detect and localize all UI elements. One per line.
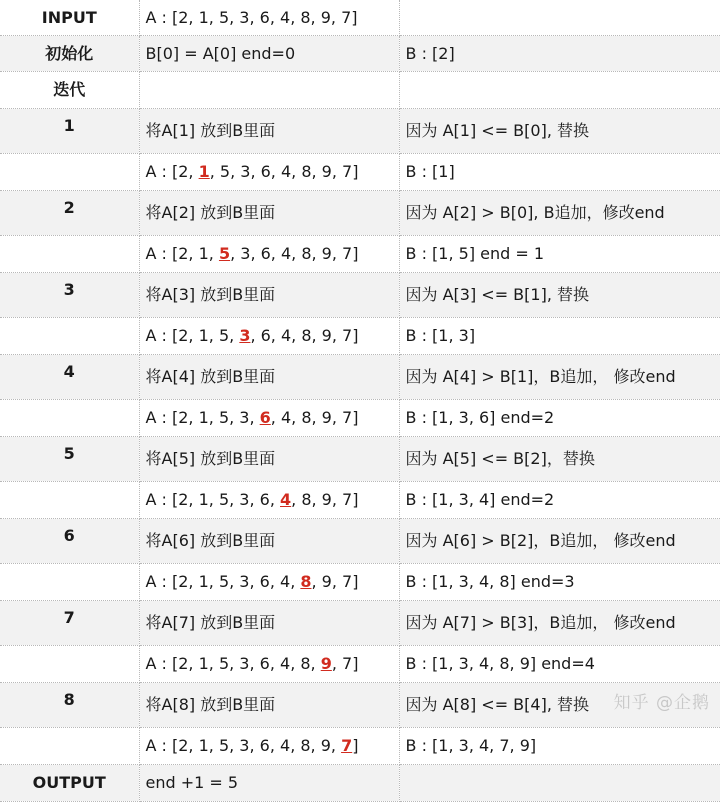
step-reason: 因为 A[5] <= B[2]，替换: [399, 437, 720, 482]
step-action: 将A[5] 放到B里面: [139, 437, 399, 482]
current-element-highlight: 8: [300, 572, 312, 591]
array-a-state: A : [2, 1, 5, 3, 6, 4, 8, 9, 7]: [139, 318, 399, 355]
step-reason: 因为 A[7] > B[3]，B追加， 修改end: [399, 601, 720, 646]
step-action-row: [0, 273, 720, 318]
step-action-row: [0, 437, 720, 482]
empty-cell: [0, 236, 139, 273]
step-number: 2: [0, 191, 139, 236]
array-a-state: A : [2, 1, 5, 3, 6, 4, 8, 9, 7]: [139, 564, 399, 601]
step-reason: 因为 A[6] > B[2]，B追加， 修改end: [399, 519, 720, 564]
array-a-state: A : [2, 1, 5, 3, 6, 4, 8, 9, 7]: [139, 400, 399, 437]
step-action: 将A[7] 放到B里面: [139, 601, 399, 646]
array-b-state: B : [1, 3, 6] end=2: [399, 400, 720, 437]
empty-cell: [399, 0, 720, 36]
watermark: 知乎 @企鹅: [613, 693, 710, 713]
step-state-row: [0, 728, 720, 765]
empty-cell: [0, 154, 139, 191]
step-action: 将A[4] 放到B里面: [139, 355, 399, 400]
step-state-row: [0, 318, 720, 355]
array-b-state: B : [1, 3, 4, 8] end=3: [399, 564, 720, 601]
empty-cell: [0, 728, 139, 765]
step-action-row: [0, 191, 720, 236]
output-value: end +1 = 5: [139, 765, 399, 802]
step-action: 将A[8] 放到B里面: [139, 683, 399, 728]
init-statement: B[0] = A[0] end=0: [139, 36, 399, 72]
array-a-state: A : [2, 1, 5, 3, 6, 4, 8, 9, 7]: [139, 236, 399, 273]
row-input: [0, 0, 720, 36]
step-reason: 因为 A[8] <= B[4], 替换: [399, 683, 720, 728]
array-a-state: A : [2, 1, 5, 3, 6, 4, 8, 9, 7]: [139, 154, 399, 191]
array-b-state: B : [1, 3, 4, 7, 9]: [399, 728, 720, 765]
step-state-row: [0, 154, 720, 191]
row-label: INPUT: [0, 0, 139, 36]
step-number: 5: [0, 437, 139, 482]
array-a-state: A : [2, 1, 5, 3, 6, 4, 8, 9, 7]: [139, 728, 399, 765]
current-element-highlight: 6: [259, 408, 271, 427]
step-action-row: [0, 683, 720, 728]
empty-cell: [0, 400, 139, 437]
empty-cell: [399, 765, 720, 802]
step-state-row: [0, 400, 720, 437]
array-a-state: A : [2, 1, 5, 3, 6, 4, 8, 9, 7]: [139, 646, 399, 683]
row-init: [0, 36, 720, 72]
step-number: 3: [0, 273, 139, 318]
array-b-state: B : [2]: [399, 36, 720, 72]
row-label: OUTPUT: [0, 765, 139, 802]
row-label: 迭代: [0, 72, 139, 109]
current-element-highlight: 3: [239, 326, 251, 345]
array-b-state: B : [1, 3, 4, 8, 9] end=4: [399, 646, 720, 683]
step-state-row: [0, 646, 720, 683]
array-a-input: A : [2, 1, 5, 3, 6, 4, 8, 9, 7]: [139, 0, 399, 36]
array-b-state: B : [1, 3]: [399, 318, 720, 355]
step-number: 1: [0, 109, 139, 154]
step-action: 将A[3] 放到B里面: [139, 273, 399, 318]
current-element-highlight: 7: [341, 736, 353, 755]
empty-cell: [0, 646, 139, 683]
step-reason: 因为 A[2] > B[0], B追加，修改end: [399, 191, 720, 236]
empty-cell: [399, 72, 720, 109]
current-element-highlight: 1: [198, 162, 210, 181]
step-action-row: [0, 355, 720, 400]
step-action-row: [0, 519, 720, 564]
step-action-row: [0, 601, 720, 646]
step-reason: 因为 A[4] > B[1]，B追加， 修改end: [399, 355, 720, 400]
step-action-row: [0, 109, 720, 154]
current-element-highlight: 5: [218, 244, 231, 263]
step-action: 将A[2] 放到B里面: [139, 191, 399, 236]
empty-cell: [0, 318, 139, 355]
row-output: [0, 765, 720, 802]
step-action: 将A[6] 放到B里面: [139, 519, 399, 564]
current-element-highlight: 9: [320, 654, 332, 673]
array-a-state: A : [2, 1, 5, 3, 6, 4, 8, 9, 7]: [139, 482, 399, 519]
step-reason: 因为 A[1] <= B[0], 替换: [399, 109, 720, 154]
array-b-state: B : [1, 5] end = 1: [399, 236, 720, 273]
empty-cell: [0, 564, 139, 601]
step-number: 8: [0, 683, 139, 728]
step-number: 7: [0, 601, 139, 646]
step-action: 将A[1] 放到B里面: [139, 109, 399, 154]
step-number: 4: [0, 355, 139, 400]
array-b-state: B : [1, 3, 4] end=2: [399, 482, 720, 519]
step-state-row: [0, 482, 720, 519]
empty-cell: [139, 72, 399, 109]
step-reason: 因为 A[3] <= B[1], 替换: [399, 273, 720, 318]
current-element-highlight: 4: [280, 490, 292, 509]
step-state-row: [0, 236, 720, 273]
row-label: 初始化: [0, 36, 139, 72]
step-state-row: [0, 564, 720, 601]
array-b-state: B : [1]: [399, 154, 720, 191]
empty-cell: [0, 482, 139, 519]
row-iterate-header: [0, 72, 720, 109]
step-number: 6: [0, 519, 139, 564]
